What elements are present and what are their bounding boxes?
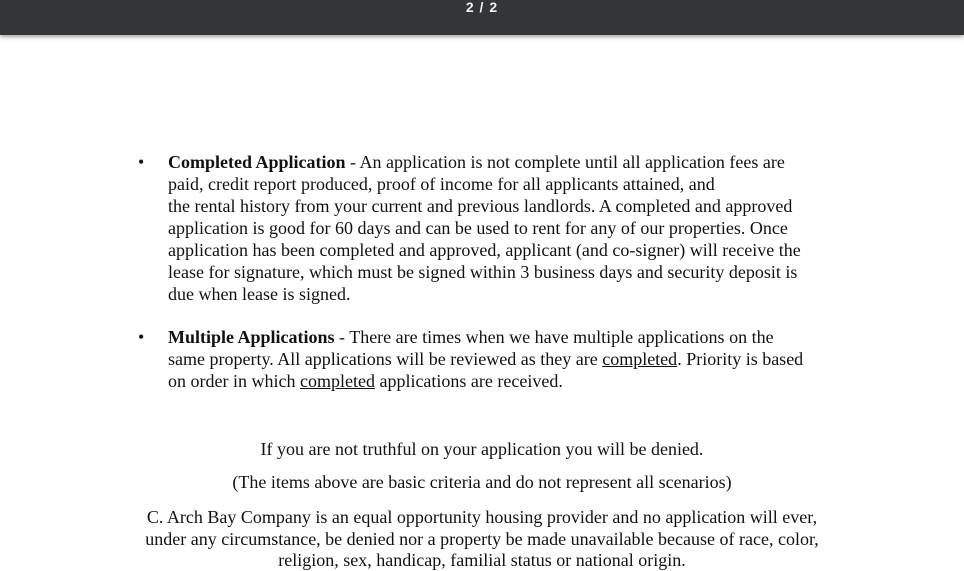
bullet-line: application has been completed and approved, applicant (and co-signer) will receive the [168,240,801,260]
bullet-line: same property. All applications will be reviewed as they are completed. Priority is based [168,349,804,369]
bullet-icon: • [138,327,145,347]
equal-opportunity-line: under any circumstance, be denied nor a property be made unavailable because of race, color, [145,529,819,549]
bullet-line: due when lease is signed. [168,284,351,304]
underlined-word: completed [602,349,678,369]
bullet-line: paid, credit report produced, proof of income for all applicants attained, and [168,174,715,194]
bullet-completed-application [138,151,858,305]
bullet-line: the rental history from your current and previous landlords. A completed and approved [168,196,793,216]
equal-opportunity-line: C. Arch Bay Company is an equal opportunity housing provider and no application will ever, [146,507,818,527]
bullet-line: on order in which completed applications are received. [168,371,563,391]
equal-opportunity-line: religion, sex, handicap, familial status or national origin. [278,550,686,570]
criteria-disclaimer: (The items above are basic criteria and do not represent all scenarios) [232,472,732,492]
truthfulness-notice: If you are not truthful on your application you will be denied. [260,439,704,459]
bullet-icon: • [138,152,145,172]
bullet-line: Completed Application - An application is not complete until all application fees are [168,152,785,172]
bullet-heading: Multiple Applications [168,327,335,347]
bullet-line: application is good for 60 days and can be used to rent for any of our properties. Once [168,218,788,238]
document-page [0,35,964,571]
underlined-word: completed [299,371,375,391]
bullet-line: Multiple Applications - There are times when we have multiple applications on the [168,327,774,347]
page-indicator: 2 / 2 [465,0,499,15]
bullet-multiple-applications [138,326,858,392]
pdf-viewer-toolbar [0,0,964,35]
bullet-heading: Completed Application [168,152,346,172]
bullet-line: lease for signature, which must be signed within 3 business days and security deposit is [168,262,798,282]
